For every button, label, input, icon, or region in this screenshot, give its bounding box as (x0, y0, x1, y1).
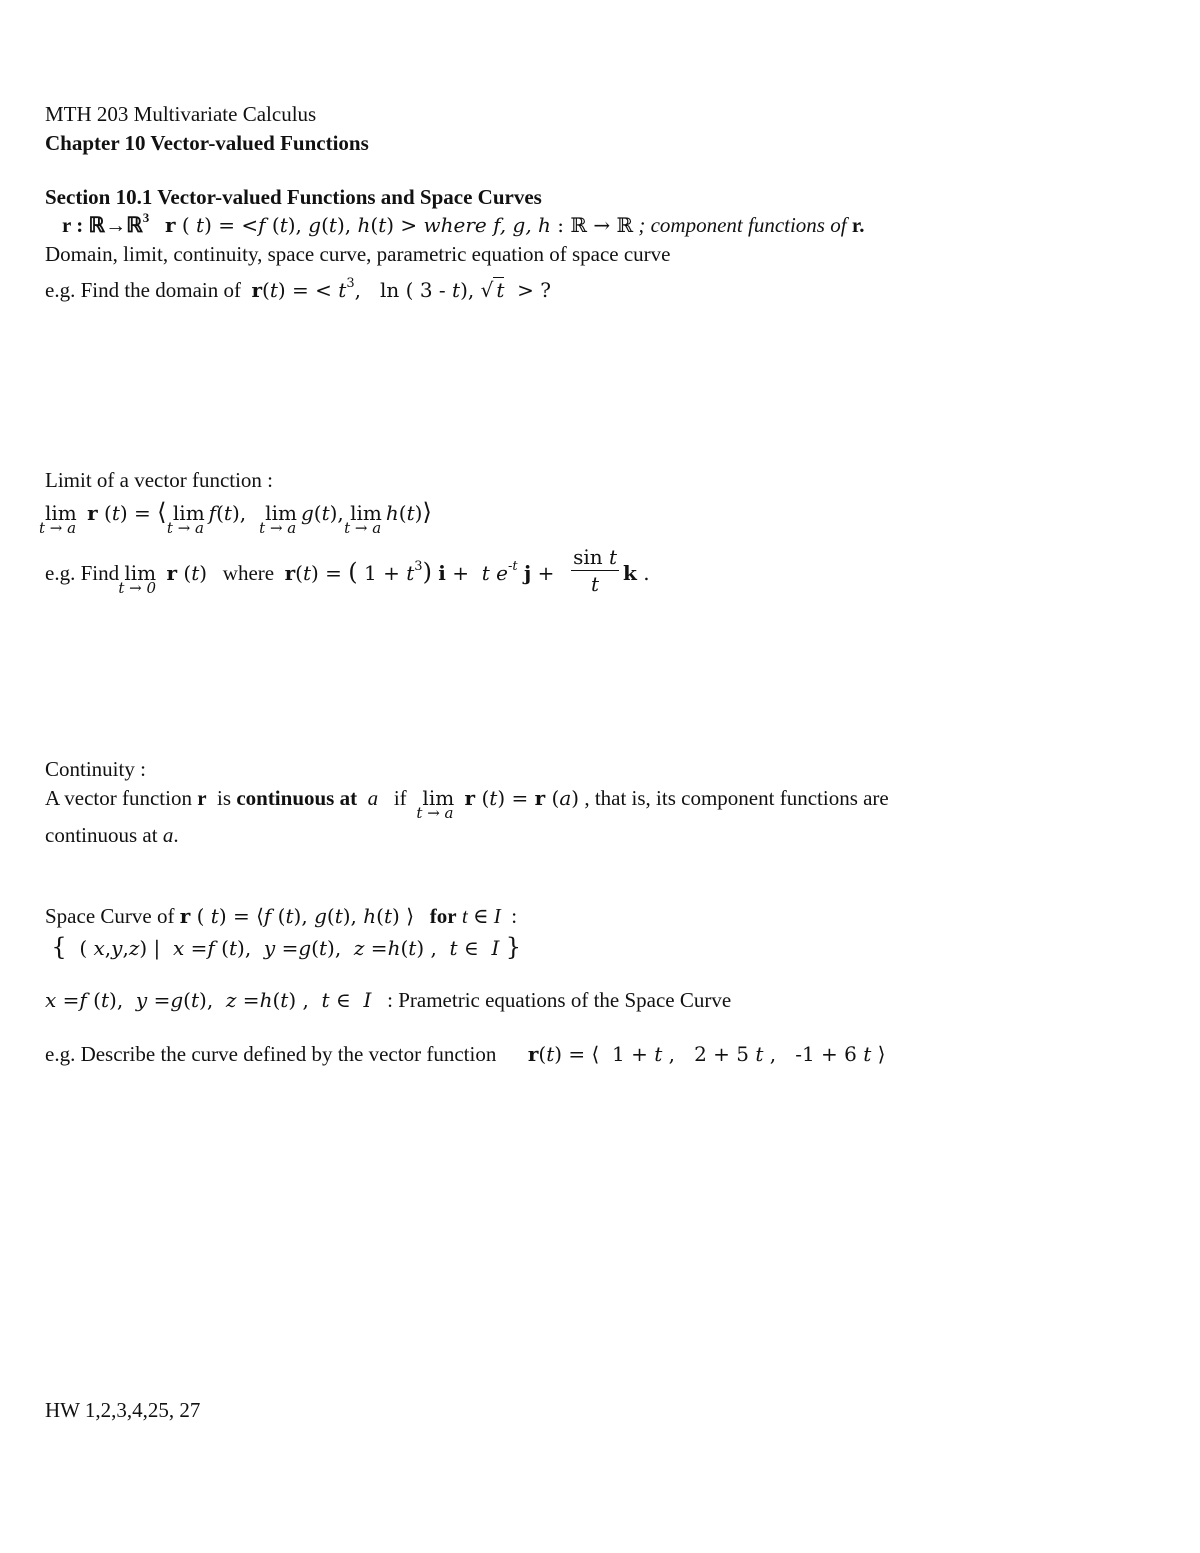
continuity-heading: Continuity : (45, 757, 146, 781)
parametric-equations: x =f (t), y =g(t), z =h(t) , t ∈ I : Prametric equations of the Space Curve (45, 988, 732, 1012)
continuity-suffix: , that is, its component functions are (584, 786, 889, 810)
section-title: Section 10.1 Vector-valued Functions and Space Curves (45, 185, 542, 209)
continuity-line2: continuous at a. (45, 823, 179, 847)
definition-tail: ; component functions of (638, 213, 847, 237)
space-curve-set: { ( x,y,z) | x =f (t), y =g(t), z =h(t) , t ∈ I } (51, 933, 522, 961)
continuity-prefix: A vector function (45, 786, 192, 810)
vector-function-definition: r ( t) = <f (t), g(t), h(t) > where f, g, h : ℝ → ℝ (164, 213, 634, 237)
space-curve-example-prefix: e.g. Describe the curve defined by the vector function (45, 1042, 497, 1066)
example-domain-formula: r(t) = < $t^3$, ln ( 3 - t), √ t > ? (251, 276, 551, 302)
topics-line: Domain, limit, continuity, space curve, parametric equation of space curve (45, 242, 671, 266)
limit-heading: Limit of a vector function : (45, 468, 274, 492)
homework-line: HW 1,2,3,4,25, 27 (45, 1398, 201, 1422)
limit-example-prefix: e.g. Find (45, 561, 120, 585)
space-curve-prefix: Space Curve of (45, 904, 175, 928)
chapter-title: Chapter 10 Vector-valued Functions (45, 131, 369, 155)
space-curve-example: e.g. Describe the curve defined by the vector function r(t) = ⟨ 1 + t , 2 + 5 t , -1 + 6 t ⟩ (45, 1042, 886, 1066)
parametric-label: : Prametric equations of the Space Curve (387, 988, 732, 1012)
space-curve-heading: Space Curve of r ( t) = ⟨f (t), g(t), h(t) ⟩ for t ∈ I : (45, 904, 518, 928)
limit-example-where: where (222, 561, 275, 585)
limit-example: e.g. Find lim t → 0 r (t) where r(t) = ( $1 + t^3$) i + t $e^{-t}$ j + $\frac{\text{sin t}}{t}$ k . (45, 545, 650, 597)
definition-line: r : ℝ→ℝ$^3$ r ( t) = <f (t), g(t), h(t) > where f, g, h : ℝ → ℝ ; component functions of r. (62, 210, 865, 237)
map-notation: r : ℝ→ℝ$^3$ (62, 210, 150, 237)
continuity-bold: continuous at (236, 786, 358, 810)
limit-definition: lim t → a r (t) = ⟨ lim t → a f(t), lim t → a g(t), lim t → a h(t)⟩ (39, 498, 432, 537)
example-domain (45, 276, 551, 302)
course-title: MTH 203 Multivariate Calculus (45, 102, 317, 126)
continuity-definition: A vector function r is continuous at a if lim t → a r (t) = r (a) , that is, its component functions are (45, 786, 889, 822)
example-domain-prefix: e.g. Find the domain of (45, 278, 241, 302)
